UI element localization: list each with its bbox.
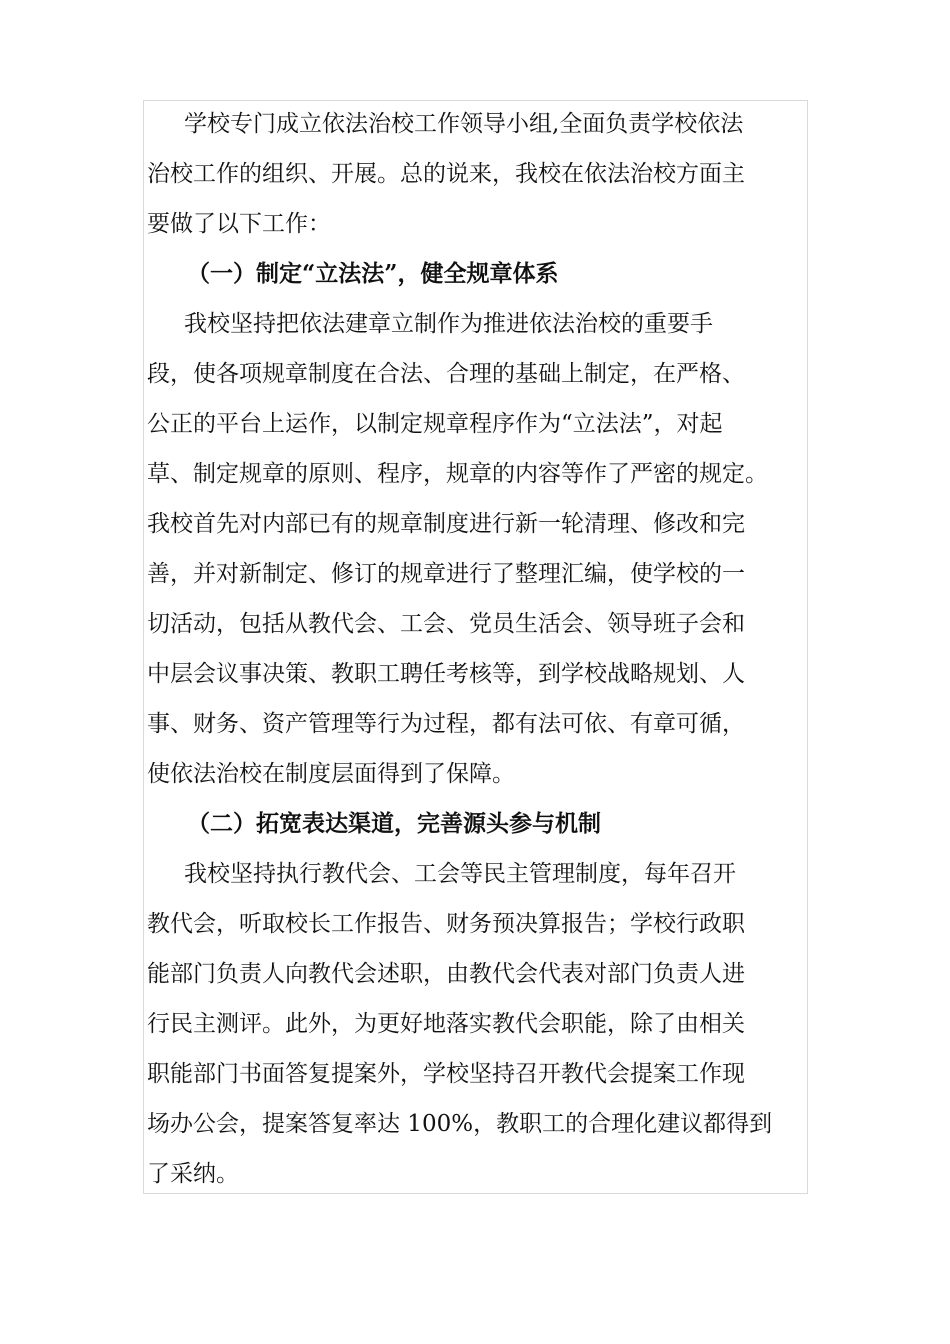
text-line: 段，使各项规章制度在合法、合理的基础上制定，在严格、 <box>147 361 745 387</box>
text-line: 我校坚持把依法建章立制作为推进依法治校的重要手 <box>184 311 713 337</box>
text-line: 教代会，听取校长工作报告、财务预决算报告；学校行政职 <box>147 911 745 937</box>
text-line: 使依法治校在制度层面得到了保障。 <box>147 761 515 787</box>
text-line: 能部门负责人向教代会述职，由教代会代表对部门负责人进 <box>147 961 745 987</box>
text-line: 治校工作的组织、开展。总的说来，我校在依法治校方面主 <box>147 161 745 187</box>
text-line: 我校坚持执行教代会、工会等民主管理制度，每年召开 <box>184 861 736 887</box>
text-line: 我校首先对内部已有的规章制度进行新一轮清理、修改和完 <box>147 511 745 537</box>
text-line: 了采纳。 <box>147 1161 239 1187</box>
text-line: 场办公会，提案答复率达 100%，教职工的合理化建议都得到 <box>147 1111 773 1137</box>
text-line: 公正的平台上运作，以制定规章程序作为“立法法”，对起 <box>147 411 723 437</box>
text-line: 学校专门成立依法治校工作领导小组,全面负责学校依法 <box>184 111 744 137</box>
text-line: 行民主测评。此外，为更好地落实教代会职能，除了由相关 <box>147 1011 745 1037</box>
text-line: 善，并对新制定、修订的规章进行了整理汇编，使学校的一 <box>147 561 745 587</box>
text-line: 草、制定规章的原则、程序，规章的内容等作了严密的规定。 <box>147 461 768 487</box>
text-line: 切活动，包括从教代会、工会、党员生活会、领导班子会和 <box>147 611 745 637</box>
section-heading: （一）制定“立法法”，健全规章体系 <box>187 260 559 287</box>
text-line: 要做了以下工作： <box>147 211 331 237</box>
text-line: 中层会议事决策、教职工聘任考核等，到学校战略规划、人 <box>147 661 745 687</box>
text-line: 事、财务、资产管理等行为过程，都有法可依、有章可循， <box>147 711 745 737</box>
document-body <box>147 99 807 1199</box>
text-line: 职能部门书面答复提案外，学校坚持召开教代会提案工作现 <box>147 1061 745 1087</box>
section-heading: （二）拓宽表达渠道，完善源头参与机制 <box>187 810 601 837</box>
